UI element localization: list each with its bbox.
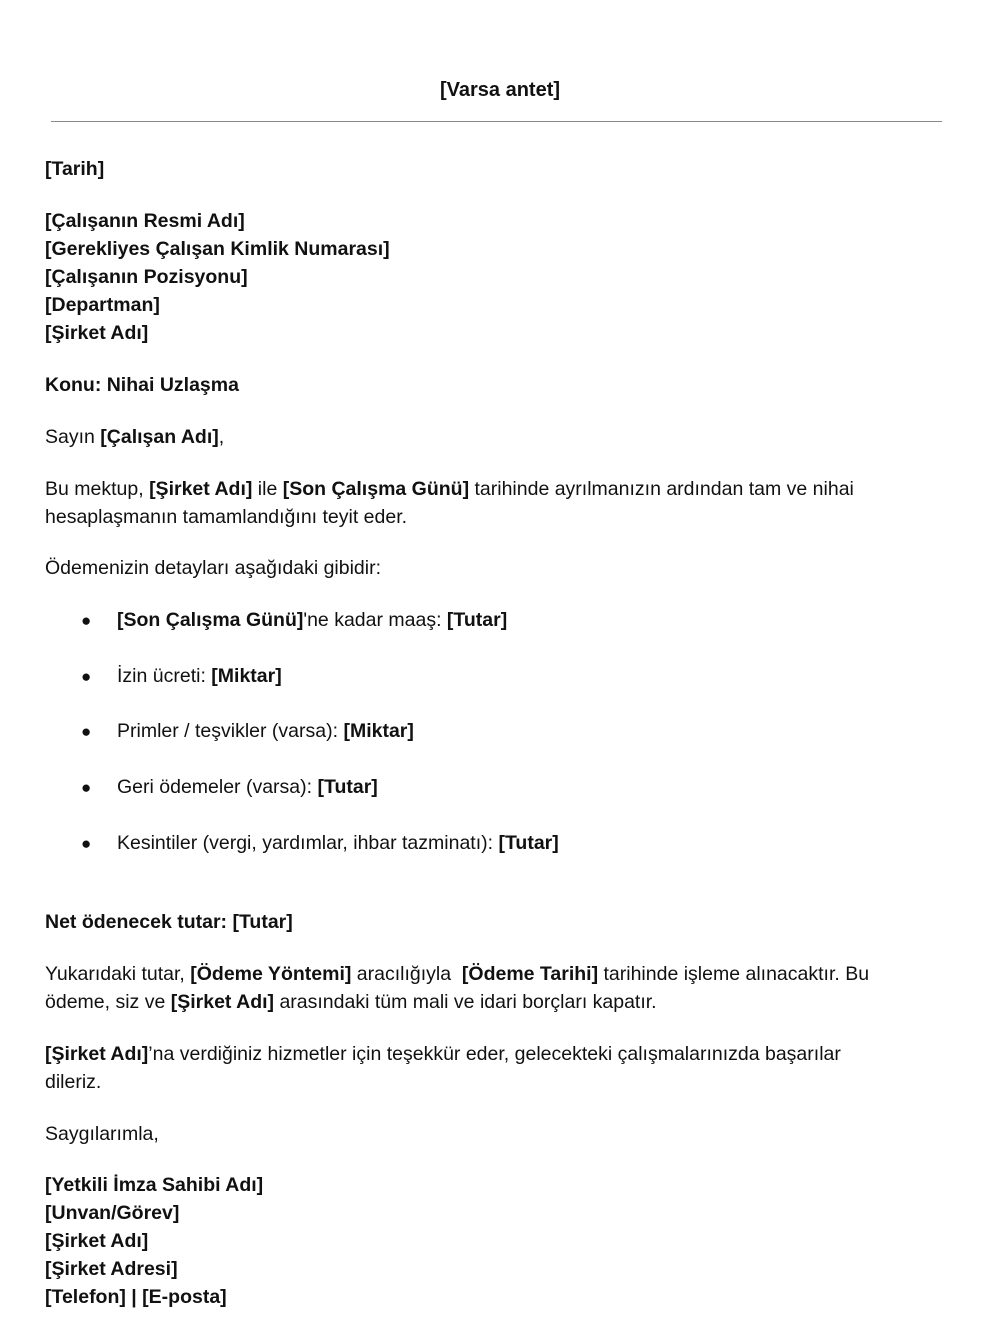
- bullet-dot-icon: ●: [81, 611, 92, 630]
- recipient-id-number: [Gerekliyes Çalışan Kimlik Numarası]: [45, 238, 390, 260]
- bullet-dot-icon: ●: [81, 834, 92, 853]
- paragraph-thanks-line-2: dileriz.: [45, 1071, 102, 1093]
- bullet-dot-icon: ●: [81, 778, 92, 797]
- payment-item-label: Geri ödemeler (varsa):: [117, 776, 318, 798]
- company-name: [Şirket Adı]: [149, 478, 253, 500]
- payment-item-amount: [Miktar]: [343, 720, 414, 742]
- text-run: ’na verdiğiniz hizmetler için teşekkür eder, gelecekteki çalışmalarınızda başarılar: [148, 1043, 841, 1065]
- recipient-position: [Çalışanın Pozisyonu]: [45, 266, 248, 288]
- payment-item-reimbursement: [81, 773, 941, 802]
- paragraph-payment-line-2: [45, 988, 945, 1016]
- letterhead: [Varsa antet]: [439, 79, 561, 101]
- paragraph-thanks: [45, 1040, 945, 1096]
- payment-method: [Ödeme Yöntemi]: [190, 963, 352, 985]
- paragraph-confirmation: [45, 475, 945, 531]
- signature-contact: [Telefon] | [E-posta]: [45, 1286, 227, 1308]
- signatory-title: [Unvan/Görev]: [45, 1202, 180, 1224]
- payment-item-amount: [Tutar]: [317, 776, 378, 798]
- recipient-company: [Şirket Adı]: [45, 322, 149, 344]
- paragraph-confirmation-line-1: [45, 475, 945, 503]
- subject-line: Konu: Nihai Uzlaşma: [45, 374, 239, 396]
- net-payable: Net ödenecek tutar: [Tutar]: [45, 911, 293, 933]
- header-divider: [51, 121, 942, 122]
- text-run: tarihinde işleme alınacaktır. Bu: [598, 963, 870, 985]
- text-run: Yukarıdaki tutar,: [45, 963, 191, 985]
- closing: Saygılarımla,: [45, 1123, 159, 1145]
- text-run: tarihinde ayrılmanızın ardından tam ve nihai: [469, 478, 854, 500]
- last-work-day: [Son Çalışma Günü]: [282, 478, 470, 500]
- payment-item-bonus: [81, 717, 941, 746]
- recipient-department: [Departman]: [45, 294, 160, 316]
- paragraph-confirmation-line-2: hesaplaşmanın tamamlandığını teyit eder.: [45, 506, 408, 528]
- payment-item-deductions: [81, 829, 941, 858]
- signatory-name: [Yetkili İmza Sahibi Adı]: [45, 1174, 264, 1196]
- recipient-block: [45, 207, 945, 347]
- salutation: [45, 423, 945, 451]
- payment-item-label: 'ne kadar maaş:: [303, 609, 447, 631]
- payment-item-label: Primler / teşvikler (varsa):: [117, 720, 344, 742]
- company-name: [Şirket Adı]: [170, 991, 275, 1013]
- signature-address: [Şirket Adresi]: [45, 1258, 178, 1280]
- bullet-dot-icon: ●: [81, 667, 92, 686]
- payment-date: [Ödeme Tarihi]: [461, 963, 599, 985]
- salutation-suffix: ,: [218, 426, 225, 448]
- salutation-name: [Çalışan Adı]: [100, 426, 219, 448]
- paragraph-payment-line-1: [45, 960, 945, 988]
- recipient-name: [Çalışanın Resmi Adı]: [45, 210, 245, 232]
- salutation-prefix: Sayın: [45, 426, 101, 448]
- payment-item-bold-prefix: [Son Çalışma Günü]: [117, 609, 304, 631]
- payment-item-leave: [81, 662, 941, 691]
- company-name: [Şirket Adı]: [45, 1043, 149, 1065]
- text-run: arasındaki tüm mali ve idari borçları kapatır.: [274, 991, 657, 1013]
- signature-block: [45, 1171, 945, 1311]
- text-run: aracılığıyla: [351, 963, 462, 985]
- paragraph-thanks-line-1: [45, 1040, 945, 1068]
- payment-item-label: Kesintiler (vergi, yardımlar, ihbar tazminatı):: [117, 832, 499, 854]
- signature-company: [Şirket Adı]: [45, 1230, 149, 1252]
- payment-item-amount: [Tutar]: [498, 832, 559, 854]
- payment-item-salary: [81, 606, 941, 635]
- payment-item-amount: [Tutar]: [446, 609, 508, 631]
- payment-item-label: İzin ücreti:: [117, 665, 212, 687]
- text-run: ile: [252, 478, 283, 500]
- text-run: Bu mektup,: [45, 478, 150, 500]
- paragraph-payment: [45, 960, 945, 1016]
- date-field: [Tarih]: [45, 158, 105, 180]
- details-intro: Ödemenizin detayları aşağıdaki gibidir:: [45, 557, 382, 579]
- payment-item-amount: [Miktar]: [211, 665, 282, 687]
- bullet-dot-icon: ●: [81, 722, 92, 741]
- text-run: ödeme, siz ve: [45, 991, 171, 1013]
